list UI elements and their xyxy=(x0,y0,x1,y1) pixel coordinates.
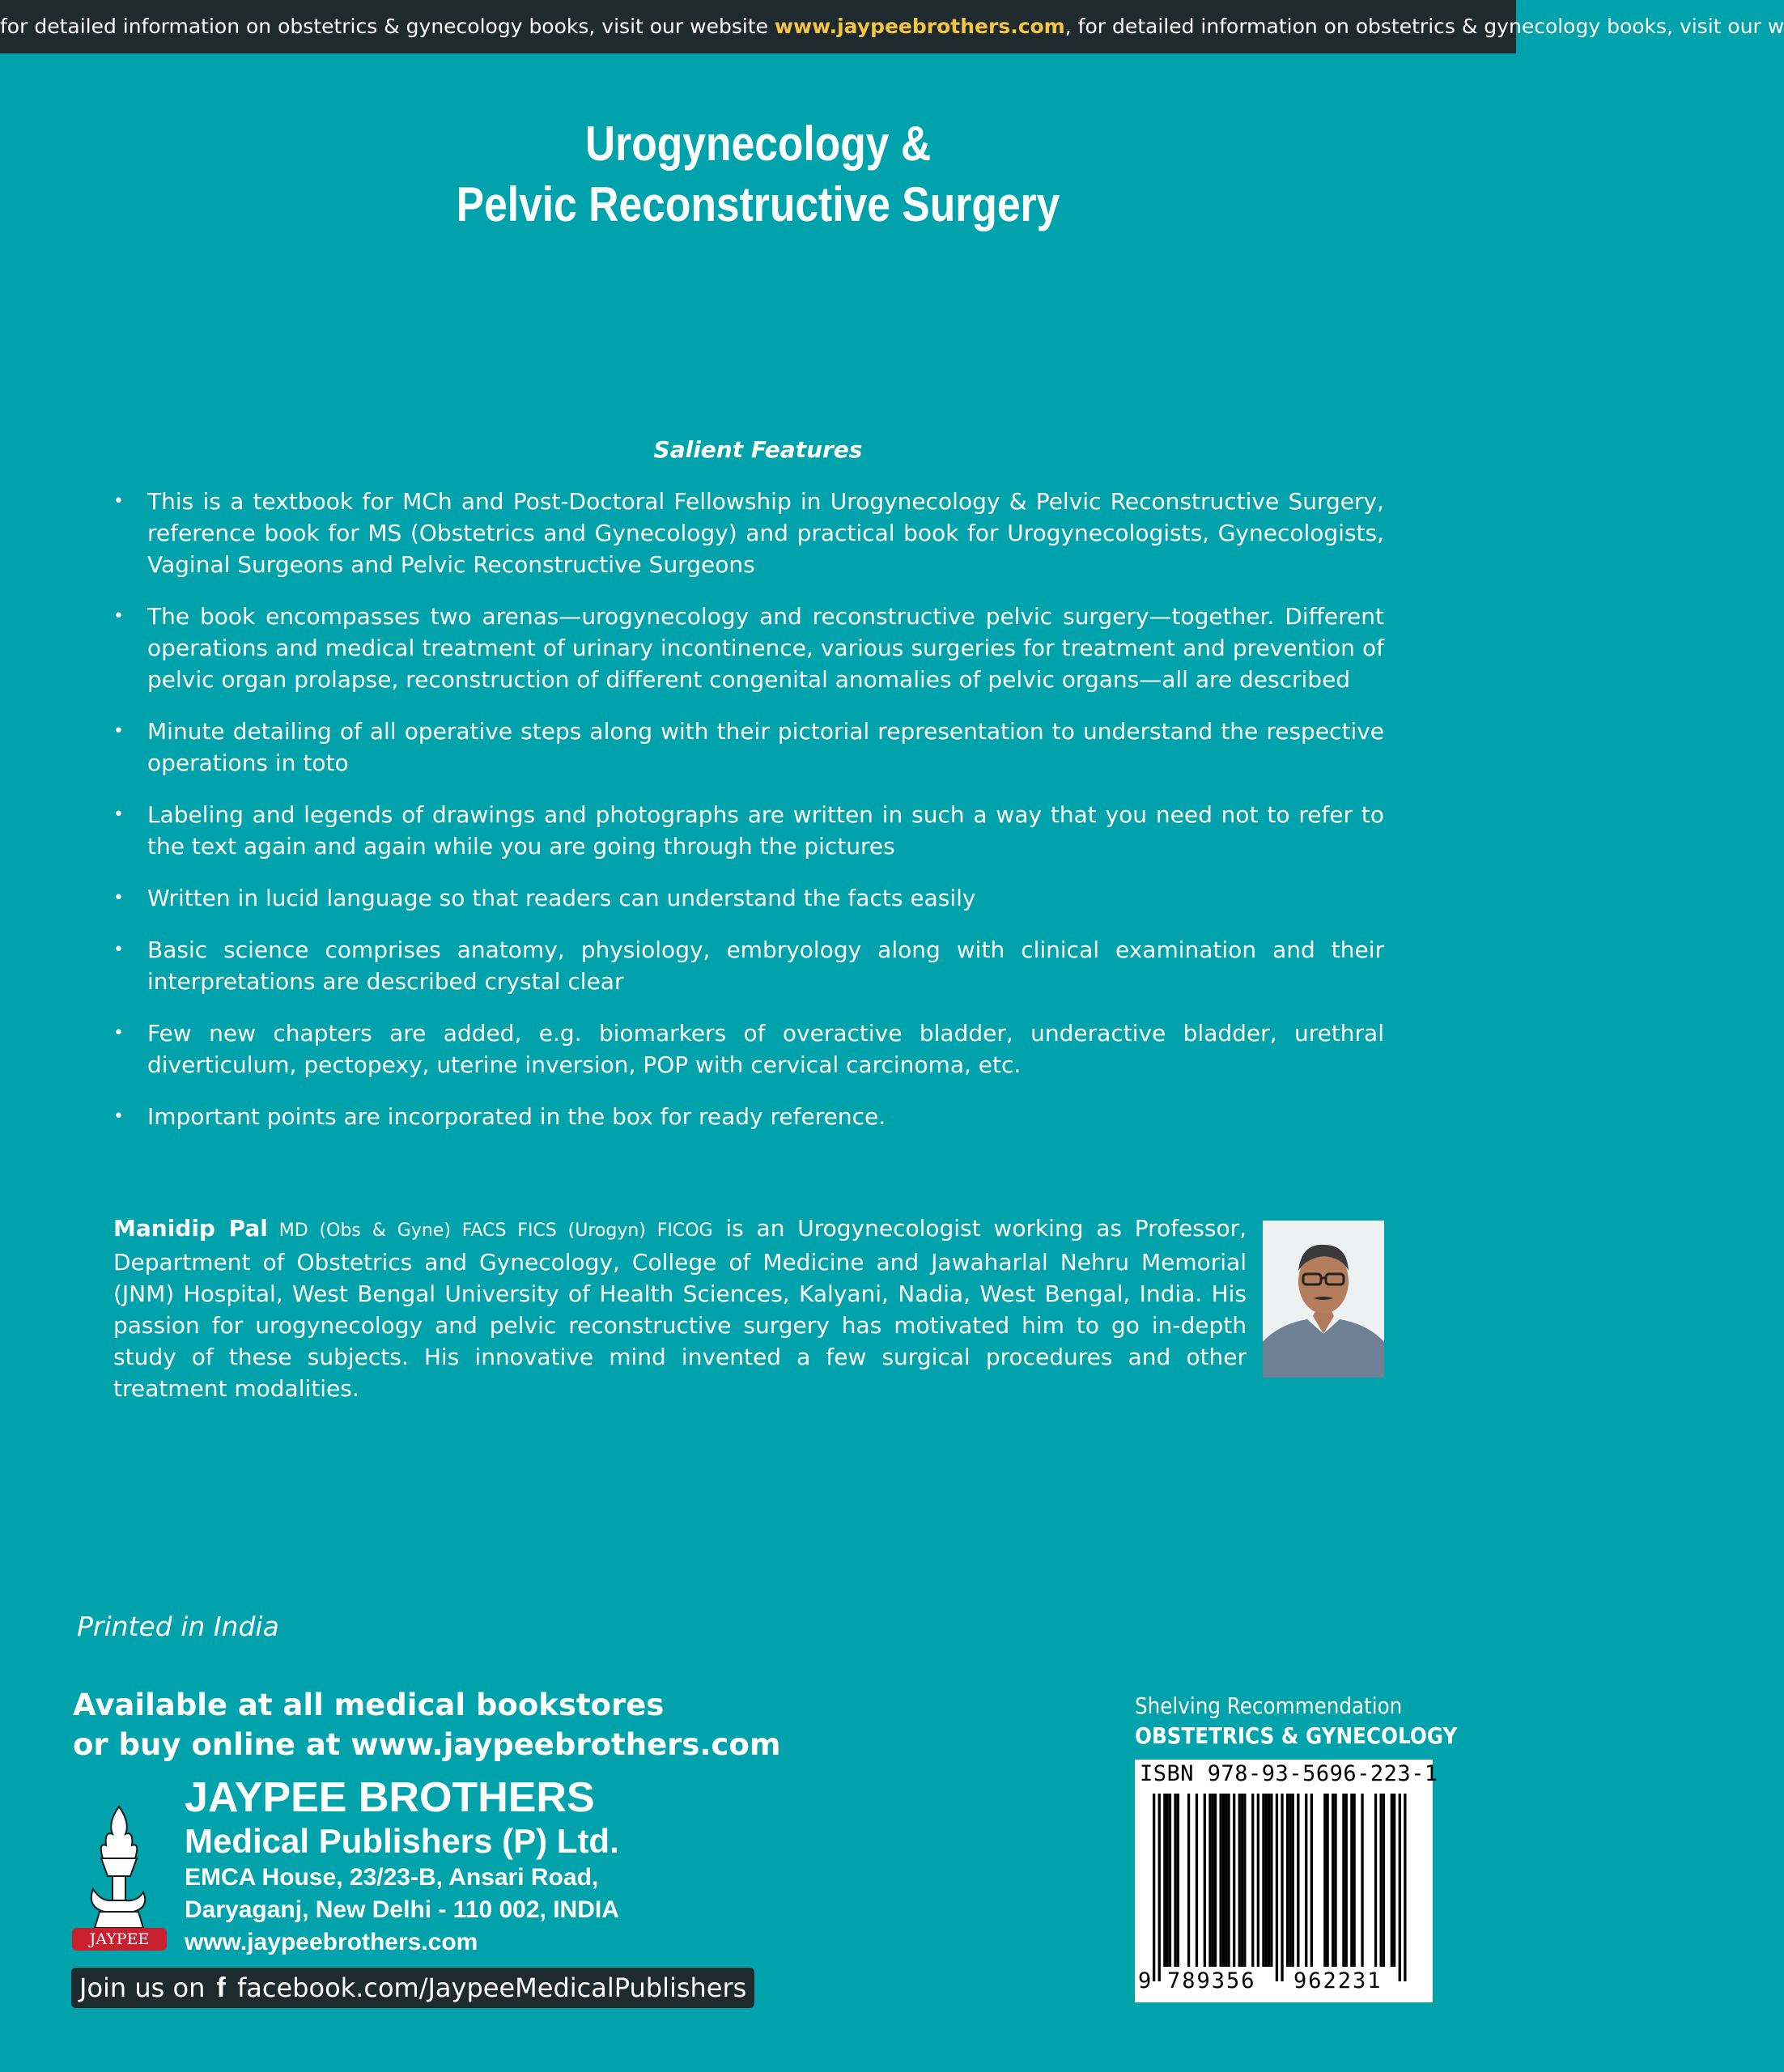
book-title xyxy=(106,113,1410,235)
banner-text-suffix: , for detailed information on obstetrics & gynecology books, visit our w xyxy=(1064,15,1784,38)
banner-website-link[interactable]: www.jaypeebrothers.com xyxy=(774,15,1065,38)
barcode-bar xyxy=(1323,1794,1326,1967)
barcode-bar xyxy=(1166,1794,1169,1967)
barcode-bar xyxy=(1310,1794,1313,1967)
shelving-value: OBSTETRICS & GYNECOLOGY xyxy=(1135,1722,1458,1749)
barcode-bar xyxy=(1353,1794,1356,1967)
feature-item xyxy=(113,486,1384,580)
feature-text: The book encompasses two arenas—urogynecology and reconstructive pelvic surgery—together. Different operations and medical treatment of urinary incontinence, various surgeries for treatment and prevention of pelvic organ prolapse, reconstruction of different congenital anomalies of pelvic organs—all are described xyxy=(147,603,1384,693)
publisher-website[interactable]: www.jaypeebrothers.com xyxy=(185,1929,478,1955)
author-photo xyxy=(1263,1221,1384,1378)
shelving-recommendation xyxy=(1135,1692,1502,1751)
barcode-bar xyxy=(1286,1794,1289,1967)
feature-text: Basic science comprises anatomy, physiology, embryology along with clinical examination and their interpretations are described crystal clear xyxy=(147,936,1384,995)
barcode-bar xyxy=(1169,1794,1171,1967)
author-portrait-icon xyxy=(1263,1221,1384,1378)
barcode-digits-group-2: 962231 xyxy=(1293,1968,1383,1993)
barcode-bar xyxy=(1383,1794,1385,1967)
barcode-bar xyxy=(1332,1794,1334,1967)
barcode-bar xyxy=(1204,1794,1206,1967)
author-name: Manidip Pal xyxy=(113,1215,268,1242)
barcode-bar xyxy=(1174,1794,1176,1967)
feature-item xyxy=(113,601,1384,695)
shelving-label: Shelving Recommendation xyxy=(1135,1692,1403,1719)
barcode-bar xyxy=(1187,1794,1190,1967)
barcode-bar xyxy=(1238,1794,1241,1967)
barcode-bar xyxy=(1399,1794,1401,1981)
barcode-digit-first: 9 xyxy=(1138,1968,1152,1993)
barcode-bar xyxy=(1177,1794,1179,1967)
feature-text: Few new chapters are added, e.g. biomarkers of overactive bladder, underactive bladder, urethral diverticulum, pectopexy, uterine inversion, POP with cervical carcinoma, etc. xyxy=(147,1020,1384,1078)
social-prefix: Join us on xyxy=(79,1972,206,2003)
barcode-bar xyxy=(1305,1794,1307,1967)
barcode-bar xyxy=(1270,1794,1272,1967)
barcode-bars xyxy=(1135,1760,1433,2002)
feature-item xyxy=(113,1101,1384,1132)
bullet-icon: • xyxy=(113,1023,124,1043)
bullet-icon: • xyxy=(113,491,124,512)
book-title-line-1: Urogynecology & xyxy=(584,117,932,171)
barcode-bar xyxy=(1227,1794,1230,1967)
barcode-bar xyxy=(1345,1794,1348,1967)
barcode-bar xyxy=(1222,1794,1225,1967)
publisher-name: JAYPEE BROTHERS xyxy=(185,1774,595,1821)
barcode-bar xyxy=(1163,1794,1166,1967)
feature-item xyxy=(113,799,1384,862)
barcode-bar xyxy=(1153,1794,1155,1981)
barcode-bar xyxy=(1233,1794,1235,1967)
bullet-icon: • xyxy=(113,721,124,741)
feature-text: This is a textbook for MCh and Post-Doctoral Fellowship in Urogynecology & Pelvic Reconstructive Surgery, reference book for MS (Obstetrics and Gynecology) and practical book for Urogynecologists, Gynecologists, Vaginal Surgeons and Pelvic Reconstructive Surgeons xyxy=(147,488,1384,578)
barcode-bar xyxy=(1262,1794,1264,1967)
barcode-bar xyxy=(1289,1794,1291,1967)
barcode-bar xyxy=(1350,1794,1353,1967)
barcode-bar xyxy=(1281,1794,1283,1981)
barcode-bar xyxy=(1276,1794,1278,1981)
barcode-bar xyxy=(1257,1794,1259,1967)
barcode-bar xyxy=(1268,1794,1270,1967)
barcode-bar xyxy=(1327,1794,1329,1967)
feature-text: Important points are incorporated in the box for ready reference. xyxy=(147,1103,886,1130)
barcode-bar xyxy=(1297,1794,1299,1967)
availability-line-1: Available at all medical bookstores xyxy=(73,1688,665,1722)
barcode-bar xyxy=(1208,1794,1211,1967)
barcode-bar xyxy=(1380,1794,1383,1967)
barcode-bar xyxy=(1243,1794,1246,1967)
barcode-digits-group-1: 789356 xyxy=(1167,1968,1256,1993)
barcode-bar xyxy=(1393,1794,1395,1967)
barcode-bar xyxy=(1374,1794,1377,1967)
barcode-bar xyxy=(1220,1794,1222,1967)
isbn-text: ISBN 978-93-5696-223-1 xyxy=(1140,1761,1438,1786)
barcode-bar xyxy=(1212,1794,1214,1967)
feature-item xyxy=(113,882,1384,914)
bullet-icon: • xyxy=(113,940,124,960)
book-title-line-2: Pelvic Reconstructive Surgery xyxy=(456,177,1060,231)
top-banner xyxy=(0,0,1784,53)
feature-item xyxy=(113,715,1384,779)
social-url[interactable]: facebook.com/JaypeeMedicalPublishers xyxy=(237,1972,747,2003)
barcode-bar xyxy=(1225,1794,1227,1967)
barcode-bar xyxy=(1361,1794,1363,1967)
publisher-subtitle: Medical Publishers (P) Ltd. xyxy=(185,1822,619,1860)
feature-item xyxy=(113,934,1384,997)
availability-line-2: or buy online at www.jaypeebrothers.com xyxy=(73,1727,781,1762)
availability-text xyxy=(73,1685,780,1764)
author-bio-text: is an Urogynecologist working as Professor, Department of Obstetrics and Gynecology, College of Medicine and Jawaharlal Nehru Memorial (JNM) Hospital, West Bengal University of Health Sciences, Kalyani, Nadia, West Bengal, India. His passion for urogynecology and pelvic reconstructive surgery has motivated him to go in-depth study of these subjects. His innovative mind invented a few surgical procedures and other treatment modalities. xyxy=(113,1215,1247,1402)
features-list xyxy=(113,486,1384,1153)
isbn-barcode xyxy=(1135,1760,1438,2002)
barcode-bar xyxy=(1334,1794,1336,1967)
logo-label: JAYPEE xyxy=(89,1930,150,1948)
bullet-icon: • xyxy=(113,1106,124,1127)
bullet-icon: • xyxy=(113,606,124,626)
barcode-bar xyxy=(1404,1794,1406,1981)
barcode-bar xyxy=(1391,1794,1393,1967)
barcode-bar xyxy=(1292,1794,1294,1967)
barcode-bar xyxy=(1251,1794,1254,1967)
barcode-bar xyxy=(1196,1794,1198,1967)
feature-text: Written in lucid language so that readers can understand the facts easily xyxy=(147,885,976,911)
barcode-bar xyxy=(1241,1794,1243,1967)
barcode-bar xyxy=(1158,1794,1161,1981)
barcode-bar xyxy=(1342,1794,1344,1967)
printed-in-text: Printed in India xyxy=(77,1611,279,1642)
bullet-icon: • xyxy=(113,888,124,908)
feature-text: Minute detailing of all operative steps along with their pictorial representation to understand the respective operations in toto xyxy=(147,718,1384,776)
publisher-address-line-2: Daryaganj, New Delhi - 110 002, INDIA xyxy=(185,1896,619,1923)
facebook-icon: f xyxy=(216,1972,226,2003)
banner-text-prefix: for detailed information on obstetrics & gynecology books, visit our website xyxy=(0,15,775,38)
feature-item xyxy=(113,1017,1384,1081)
publisher-address-line-1: EMCA House, 23/23-B, Ansari Road, xyxy=(185,1864,599,1891)
salient-features-heading: Salient Features xyxy=(653,436,863,463)
publisher-logo xyxy=(69,1798,170,1952)
social-bar[interactable] xyxy=(71,1968,754,2008)
author-bio xyxy=(113,1212,1247,1404)
barcode-bar xyxy=(1265,1794,1268,1967)
publisher-info xyxy=(185,1774,619,1959)
barcode-bar xyxy=(1214,1794,1217,1967)
bullet-icon: • xyxy=(113,805,124,825)
author-credentials: MD (Obs & Gyne) FACS FICS (Urogyn) FICOG xyxy=(267,1221,713,1241)
feature-text: Labeling and legends of drawings and photographs are written in such a way that you need not to refer to the text again and again while you are going through the pictures xyxy=(147,801,1384,860)
